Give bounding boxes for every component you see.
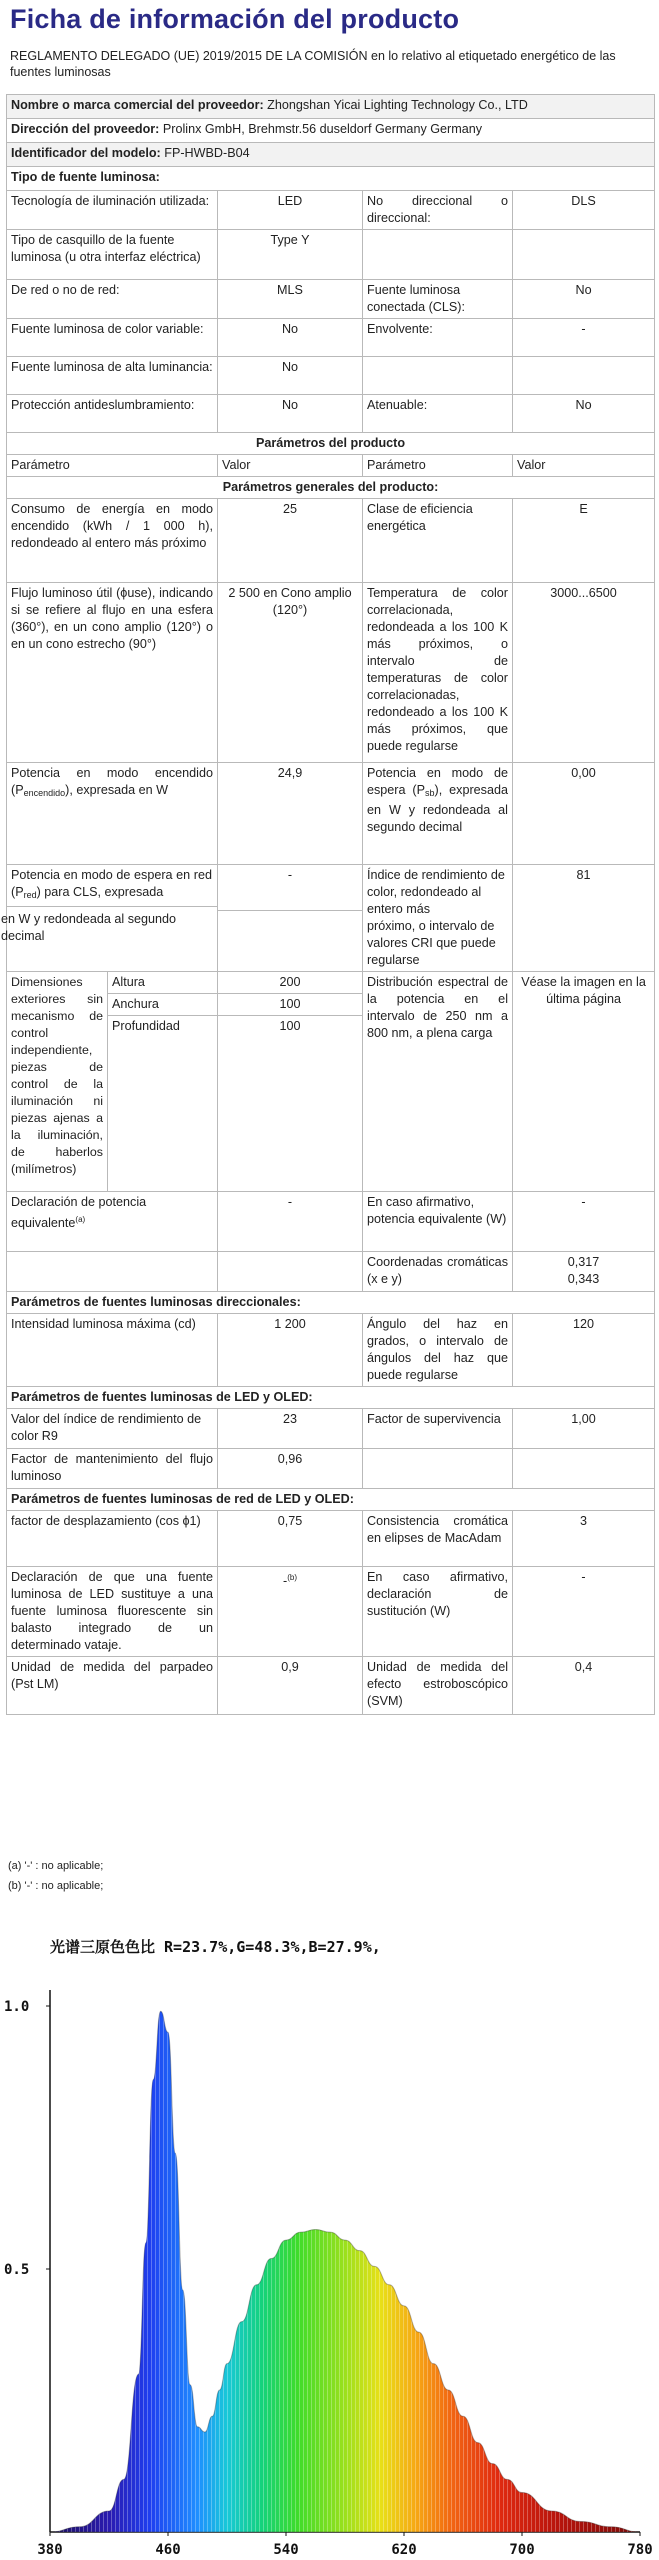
- type-label: De red o no de red:: [7, 280, 218, 319]
- type-row: [7, 280, 655, 319]
- type-value: No: [513, 280, 655, 319]
- type-row: [7, 395, 655, 433]
- flicker-label: Unidad de medida del parpadeo (Pst LM): [7, 1657, 218, 1715]
- footnote-a: (a) '-' : no aplicable;: [8, 1860, 104, 1872]
- coordinates-label: Coordenadas cromáticas (x e y): [363, 1252, 513, 1292]
- substitution-case-value: -: [513, 1567, 655, 1657]
- type-value: Type Y: [218, 230, 363, 280]
- stroboscopic-value: 0,4: [513, 1657, 655, 1715]
- type-row: [7, 230, 655, 280]
- type-label: Fuente luminosa de color variable:: [7, 319, 218, 357]
- y-tick-label: 1.0: [4, 1999, 30, 2015]
- type-label: Envolvente:: [363, 319, 513, 357]
- displacement-row: [7, 1511, 655, 1567]
- anchura-label: Anchura: [108, 994, 217, 1016]
- red-label: Potencia en modo de espera en red $(P_{red})$ para CLS, expresada: [11, 868, 212, 900]
- beam-angle-value: 120: [513, 1314, 655, 1387]
- r9-value: 23: [218, 1409, 363, 1449]
- maintenance-row: [7, 1449, 655, 1489]
- flujo-row: [7, 583, 655, 763]
- type-value: No: [218, 357, 363, 395]
- type-label: Tipo de casquillo de la fuente luminosa (u otra interfaz eléctrica): [7, 230, 218, 280]
- dim-label: Dimensiones exteriores sin mecanismo de control independiente, piezas de control de la iluminación ni piezas ajenas a la iluminación, de haberlos (milímetros): [7, 972, 108, 1192]
- displacement-value: 0,75: [218, 1511, 363, 1567]
- type-heading: Tipo de fuente luminosa:: [7, 167, 655, 191]
- mains-heading: Parámetros de fuentes luminosas de red de LED y OLED:: [7, 1489, 655, 1511]
- type-label: Protección antideslumbramiento:: [7, 395, 218, 433]
- substitution-label: Declaración de que una fuente luminosa de LED sustituye a una fuente luminosa fluorescente sin balasto integrado de un determinado vataje.: [7, 1567, 218, 1657]
- maintenance-value: 0,96: [218, 1449, 363, 1489]
- type-value: [513, 230, 655, 280]
- type-value: DLS: [513, 191, 655, 230]
- x-tick-label: 620: [391, 2542, 417, 2558]
- col-value-header: Valor: [218, 455, 363, 477]
- red-label-continued: en W y redondeada al segundo decimal: [1, 912, 177, 943]
- directional-heading-row: [7, 1292, 655, 1314]
- altura-value: 200: [218, 972, 362, 994]
- coord-y: 0,343: [567, 1272, 600, 1286]
- led-oled-heading-row: [7, 1387, 655, 1409]
- cri-label-a: Índice de rendimiento de color, redondeado al entero más: [367, 868, 505, 916]
- espera-label: Potencia en modo de espera $(P_{sb})$, expresada en W y redondeada al segundo decimal: [363, 763, 513, 865]
- altura-label: Altura: [108, 972, 217, 994]
- consistency-label: Consistencia cromática en elipses de MacAdam: [363, 1511, 513, 1567]
- spectrum-svg: [0, 1920, 659, 2560]
- spectrum-chart: [0, 1920, 659, 2560]
- substitution-row: [7, 1567, 655, 1657]
- address-label: Dirección del proveedor:: [11, 122, 160, 136]
- intensity-value: 1 200: [218, 1314, 363, 1387]
- intensity-label: Intensidad luminosa máxima (cd): [7, 1314, 218, 1387]
- cri-value: 81: [513, 865, 655, 972]
- empty-cell: [218, 1252, 363, 1292]
- type-value: -: [513, 319, 655, 357]
- brand-value: Zhongshan Yicai Lighting Technology Co., LTD: [267, 98, 528, 112]
- model-value: FP-HWBD-B04: [164, 146, 250, 160]
- empty-cell: [513, 1449, 655, 1489]
- displacement-label: factor de desplazamiento (cos ϕ1): [7, 1511, 218, 1567]
- x-tick-label: 700: [509, 2542, 535, 2558]
- beam-angle-label: Ángulo del haz en grados, o intervalo de ángulos del haz que puede regularse: [363, 1314, 513, 1387]
- type-heading-row: [7, 167, 655, 191]
- potencia-value: 24,9: [218, 763, 363, 865]
- led-oled-heading: Parámetros de fuentes luminosas de LED y OLED:: [7, 1387, 655, 1409]
- footnotes: [8, 1856, 103, 1896]
- brand-row: [7, 95, 655, 119]
- regulation-text: REGLAMENTO DELEGADO (UE) 2019/2015 DE LA COMISIÓN en lo relativo al etiquetado energético de las fuentes luminosas: [10, 49, 616, 79]
- flicker-value: 0,9: [218, 1657, 363, 1715]
- general-heading-row: [7, 477, 655, 499]
- general-heading: Parámetros generales del producto:: [7, 477, 655, 499]
- maintenance-label: Factor de mantenimiento del flujo luminoso: [7, 1449, 218, 1489]
- address-value: Prolinx GmbH, Brehmstr.56 duseldorf Germany Germany: [162, 122, 483, 136]
- x-tick-label: 540: [273, 2542, 299, 2558]
- dim-values: [218, 972, 363, 1192]
- type-label: Fuente luminosa de alta luminancia:: [7, 357, 218, 395]
- col-value-header: Valor: [513, 455, 655, 477]
- survival-value: 1,00: [513, 1409, 655, 1449]
- coord-x: 0,317: [567, 1255, 600, 1269]
- dim-sublabels: [108, 972, 218, 1192]
- x-tick-label: 460: [155, 2542, 181, 2558]
- consumo-label: Consumo de energía en modo encendido (kWh / 1 000 h), redondeado al entero más próximo: [7, 499, 218, 583]
- espera-value: 0,00: [513, 763, 655, 865]
- coordinates-row: [7, 1252, 655, 1292]
- red-value: [218, 865, 363, 972]
- mains-heading-row: [7, 1489, 655, 1511]
- flujo-value: 2 500 en Cono amplio (120°): [218, 583, 363, 763]
- equivalent-value: -: [513, 1192, 655, 1252]
- col-param-header: Parámetro: [363, 455, 513, 477]
- type-label: Tecnología de iluminación utilizada:: [7, 191, 218, 230]
- declaracion-label: Declaración de potencia equivalente$^{(a)}$: [7, 1192, 218, 1252]
- substitution-case-label: En caso afirmativo, declaración de sustitución (W): [363, 1567, 513, 1657]
- equivalent-label: En caso afirmativo, potencia equivalente (W): [363, 1192, 513, 1252]
- type-value: MLS: [218, 280, 363, 319]
- product-table: [1, 94, 655, 1715]
- r9-label: Valor del índice de rendimiento de color R9: [7, 1409, 218, 1449]
- page-title: Ficha de información del producto: [10, 4, 460, 34]
- declaracion-value: -: [218, 1192, 363, 1252]
- temp-value: 3000...6500: [513, 583, 655, 763]
- spectrum-title: 光谱三原色色比 R=23.7%,G=48.3%,B=27.9%,: [50, 1938, 381, 1956]
- type-label: No direccional o direccional:: [363, 191, 513, 230]
- type-label: Atenuable:: [363, 395, 513, 433]
- distribution-label: Distribución espectral de la potencia en el intervalo de 250 nm a 800 nm, a plena carga: [363, 972, 513, 1192]
- empty-cell: [363, 1449, 513, 1489]
- product-params-heading: Parámetros del producto: [7, 433, 655, 455]
- profundidad-value: 100: [279, 1019, 301, 1033]
- col-param-header: Parámetro: [7, 455, 218, 477]
- red-row: [7, 865, 655, 972]
- address-row: [7, 119, 655, 143]
- empty-cell: [7, 1252, 218, 1292]
- survival-label: Factor de supervivencia: [363, 1409, 513, 1449]
- x-tick-label: 780: [627, 2542, 653, 2558]
- profundidad-label: Profundidad: [112, 1019, 180, 1033]
- consumo-value: 25: [218, 499, 363, 583]
- stroboscopic-label: Unidad de medida del efecto estroboscópico (SVM): [363, 1657, 513, 1715]
- cri-label: [363, 865, 513, 972]
- product-params-heading-row: [7, 433, 655, 455]
- spectrum-stripes: [50, 2011, 640, 2532]
- dimensions-row: [7, 972, 655, 1192]
- type-label: [363, 230, 513, 280]
- type-value: LED: [218, 191, 363, 230]
- distribution-value: Véase la imagen en la última página: [513, 972, 655, 1192]
- type-label: [363, 357, 513, 395]
- flicker-row: [7, 1657, 655, 1715]
- consistency-value: 3: [513, 1511, 655, 1567]
- consumo-row: [7, 499, 655, 583]
- footnote-b: (b) '-' : no aplicable;: [8, 1880, 104, 1892]
- model-row: [7, 143, 655, 167]
- r9-row: [7, 1409, 655, 1449]
- potencia-row: [7, 763, 655, 865]
- directional-heading: Parámetros de fuentes luminosas direccionales:: [7, 1292, 655, 1314]
- anchura-value: 100: [218, 994, 362, 1016]
- model-label: Identificador del modelo:: [11, 146, 161, 160]
- type-row: [7, 191, 655, 230]
- type-value: No: [218, 319, 363, 357]
- substitution-value: -$^{(b)}$: [218, 1567, 363, 1657]
- x-tick-label: 380: [37, 2542, 63, 2558]
- temp-label: Temperatura de color correlacionada, redondeada a los 100 K más próximos, o intervalo de temperaturas de color correlacionadas, redondeado a los 100 K más próximos, que puede regularse: [363, 583, 513, 763]
- type-value: No: [513, 395, 655, 433]
- coordinates-value: [513, 1252, 655, 1292]
- clase-label: Clase de eficiencia energética: [363, 499, 513, 583]
- type-row: [7, 357, 655, 395]
- flujo-label: Flujo luminoso útil (ϕuse), indicando si se refiere al flujo en una esfera (360°), en un cono amplio (120°) o en un cono estrecho (90°): [7, 583, 218, 763]
- cri-label-b: próximo, o intervalo de valores CRI que puede regularse: [367, 919, 496, 967]
- column-header-row: [7, 455, 655, 477]
- type-value: No: [218, 395, 363, 433]
- spectrum-area: [50, 2011, 640, 2532]
- potencia-label: Potencia en modo encendido $(P_{encendido})$, expresada en W: [7, 763, 218, 865]
- type-label: Fuente luminosa conectada (CLS):: [363, 280, 513, 319]
- y-tick-label: 0.5: [4, 2262, 30, 2278]
- clase-value: E: [513, 499, 655, 583]
- type-row: [7, 319, 655, 357]
- intensity-row: [7, 1314, 655, 1387]
- declaracion-row: [7, 1192, 655, 1252]
- brand-label: Nombre o marca comercial del proveedor:: [11, 98, 264, 112]
- red-value-text: -: [218, 865, 362, 911]
- red-cell: [1, 865, 218, 972]
- type-value: [513, 357, 655, 395]
